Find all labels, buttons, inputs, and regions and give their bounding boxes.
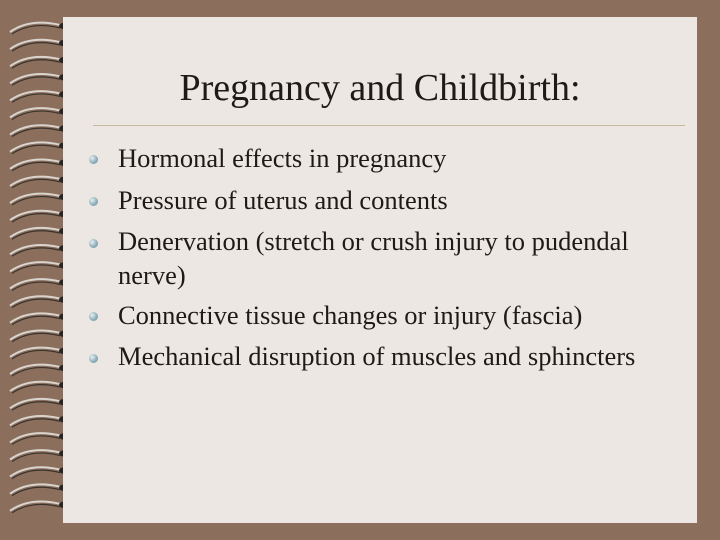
bullet-item <box>89 224 689 292</box>
bullet-item <box>89 182 689 219</box>
slide-title: Pregnancy and Childbirth: <box>179 67 581 109</box>
slide-page <box>63 17 697 523</box>
bullet-text: Pressure of uterus and contents <box>118 185 448 215</box>
bullet-text: Connective tissue changes or injury (fascia) <box>118 300 583 330</box>
bullet-icon <box>89 354 98 363</box>
bullet-icon <box>89 197 98 206</box>
bullet-item <box>89 140 689 177</box>
bullet-item <box>89 339 689 373</box>
bullet-text: Mechanical disruption of muscles and sphincters <box>118 341 636 371</box>
bullet-text: Denervation (stretch or crush injury to pudendal nerve) <box>118 226 629 290</box>
title-divider <box>93 125 685 126</box>
bullet-icon <box>89 312 98 321</box>
bullet-icon <box>89 155 98 164</box>
bullet-list <box>89 140 689 378</box>
bullet-text: Hormonal effects in pregnancy <box>118 143 447 173</box>
bullet-icon <box>89 239 98 248</box>
bullet-item <box>89 297 689 334</box>
